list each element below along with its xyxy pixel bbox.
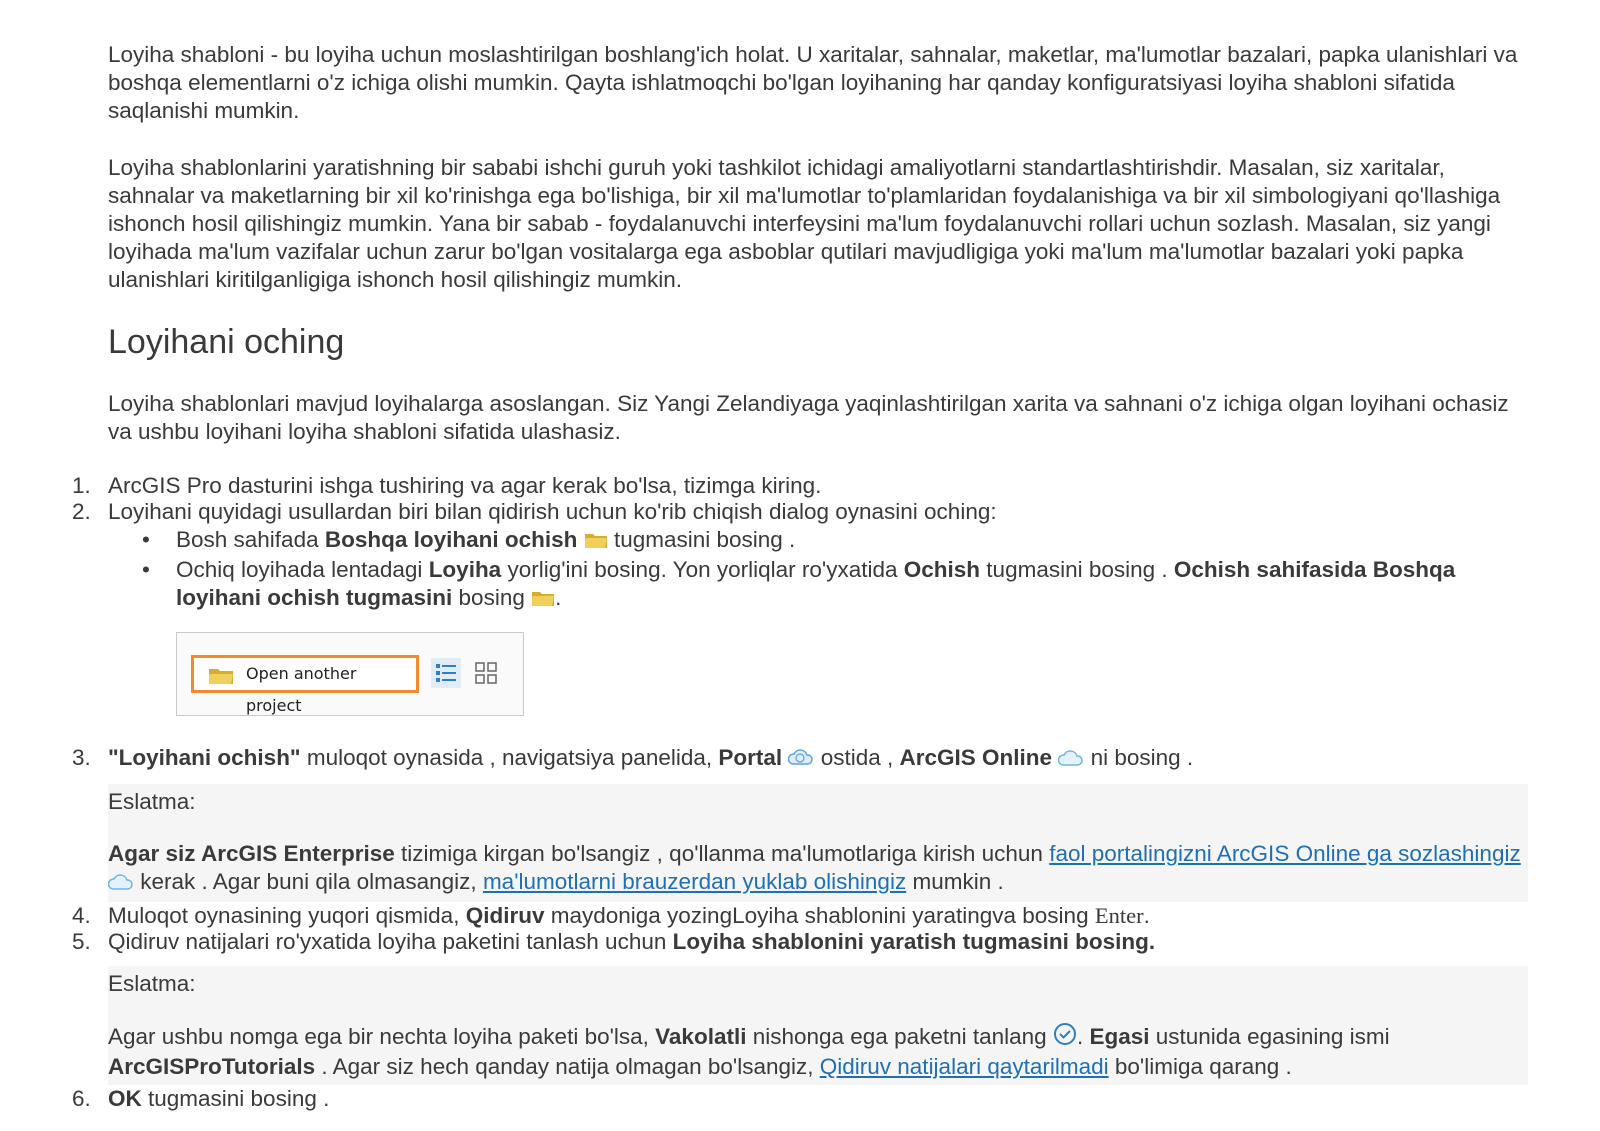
step-number: 2. [72,499,91,524]
step-number: 6. [72,1086,91,1111]
step-4: 4. Muloqot oynasining yuqori qismida, Qidiruv maydoniga yozingLoyiha shablonini yaratingva bosing Enter. [72,903,1150,928]
step-3: 3. "Loyihani ochish" muloqot oynasida , navigatsiya panelida, Portal ostida , ArcGIS Online ni bosing . Eslatma: Agar siz ArcGIS Enterprise tizimiga kirgan bo'lsangiz , qo'llanma ma'lumotlariga kirish uchun faol portalingizni ArcGIS Online ga sozlashingiz kerak . Agar buni qila olmasangiz, ma'lumotlarni brauzerdan yuklab olishingiz mumkin . [108,744,1528,902]
section-paragraph: Loyiha shablonlari mavjud loyihalarga asoslangan. Siz Yangi Zelandiyaga yaqinlashtirilgan xarita va sahnani o'z ichiga olgan loyihani ochasiz va ushbu loyihani loyiha shabloni sifatida ulashasiz. [108,391,1509,444]
open-project-screenshot [176,632,524,716]
step-number: 3. [72,745,91,770]
download-data-link[interactable]: ma'lumotlarni brauzerdan yuklab olishingiz [482,869,907,894]
step-6: 6. OK tugmasini bosing . [72,1086,330,1111]
folder-icon [531,586,555,614]
intro-paragraph-1: Loyiha shabloni - bu loyiha uchun moslashtirilgan boshlang'ich holat. U xaritalar, sahnalar, maketlar, ma'lumotlar bazalari, papka ulanishlari va boshqa elementlarni o'z ichiga olishi mumkin. Qayta ishlatmoqchi bo'lgan loyihaning har qanday konfiguratsiyasi loyiha shabloni sifatida saqlanishi mumkin. [108,42,1518,123]
folder-icon [208,665,234,697]
cloud-icon [108,870,134,898]
section-heading: Loyihani oching [108,323,345,361]
cloud-icon [1058,746,1084,774]
step-text: Loyihani quyidagi usullardan biri bilan qidirish uchun ko'rib chiqish dialog oynasini oching: [108,499,997,524]
bullet: • [142,527,150,552]
note-label: Eslatma: [108,971,196,996]
no-results-link[interactable]: Qidiruv natijalari qaytarilmadi [819,1054,1109,1079]
intro-paragraph-2: Loyiha shablonlarini yaratishning bir sababi ishchi guruh yoki tashkilot ichidagi amaliyotlarni standartlashtirishdir. Masalan, siz xaritalar, sahnalar va maketlarning bir xil ko'rinishga ega bo'lishiga, bir xil ma'lumotlar to'plamlaridan foydalanishiga va bir xil simbologiyani qo'llashiga ishonch hosil qilishingiz mumkin. Yana bir sabab - foydalanuvchi interfeysini ma'lum foydalanuvchi rollari uchun sozlash. Masalan, siz yangi loyihada ma'lum vazifalar uchun zarur bo'lgan vositalarga ega asboblar qutilari mavjudligiga yoki ma'lum ma'lumotlar bazalari yoki papka ulanishlari kiritilganligiga ishonch hosil qilishingiz mumkin. [108,155,1501,292]
step-number: 1. [72,473,91,498]
portal-icon [788,746,814,774]
step-text: ArcGIS Pro dasturini ishga tushiring va agar kerak bo'lsa, tizimga kiring. [108,473,822,498]
step-number: 5. [72,929,91,954]
verified-check-icon [1053,1022,1077,1053]
step-number: 4. [72,903,91,928]
open-another-project-label: Open another project [246,664,357,715]
grid-view-icon[interactable] [473,660,499,693]
option-open-project: • Ochiq loyihada lentadagi Loyiha yorlig'ini bosing. Yon yorliqlar ro'yxatida Ochish tugmasini bosing . Ochish sahifasida Boshqa loyihani ochish tugmasini bosing . [176,556,1528,614]
note-authoritative: Eslatma: Agar ushbu nomga ega bir nechta loyiha paketi bo'lsa, Vakolatli nishonga ega paketni tanlang . Egasi ustunida egasining ismi ArcGISProTutorials . Agar siz hech qanday natija olmagan bo'lsangiz, Qidiruv natijalari qaytarilmadi bo'limiga qarang . [108,966,1528,1085]
step-2-options [108,526,1528,614]
note-enterprise: Eslatma: Agar siz ArcGIS Enterprise tizimiga kirgan bo'lsangiz , qo'llanma ma'lumotlariga kirish uchun faol portalingizni ArcGIS Online ga sozlashingiz kerak . Agar buni qila olmasangiz, ma'lumotlarni brauzerdan yuklab olishingiz mumkin . [108,784,1528,902]
folder-icon [584,528,608,556]
configure-portal-link[interactable]: faol portalingizni ArcGIS Online ga sozlashingiz [1049,841,1521,866]
option-home-page: • Bosh sahifada Boshqa loyihani ochish tugmasini bosing . [176,526,1528,556]
list-view-icon[interactable] [431,658,461,688]
enter-key: Enter [1094,903,1144,928]
steps-list [72,472,1528,1113]
open-another-project-button[interactable] [191,655,419,715]
note-label: Eslatma: [108,789,196,814]
step-5: 5. Qidiruv natijalari ro'yxatida loyiha paketini tanlash uchun Loyiha shablonini yaratish tugmasini bosing. Eslatma: Agar ushbu nomga ega bir nechta loyiha paketi bo'lsa, Vakolatli nishonga ega paketni tanlang . Egasi ustunida egasining ismi ArcGISProTutorials . Agar siz hech qanday natija olmagan bo'lsangiz, Qidiruv natijalari qaytarilmadi bo'limiga qarang . [108,928,1528,1085]
bullet: • [142,557,150,582]
step-1 [72,472,1528,500]
step-2 [72,498,1528,614]
